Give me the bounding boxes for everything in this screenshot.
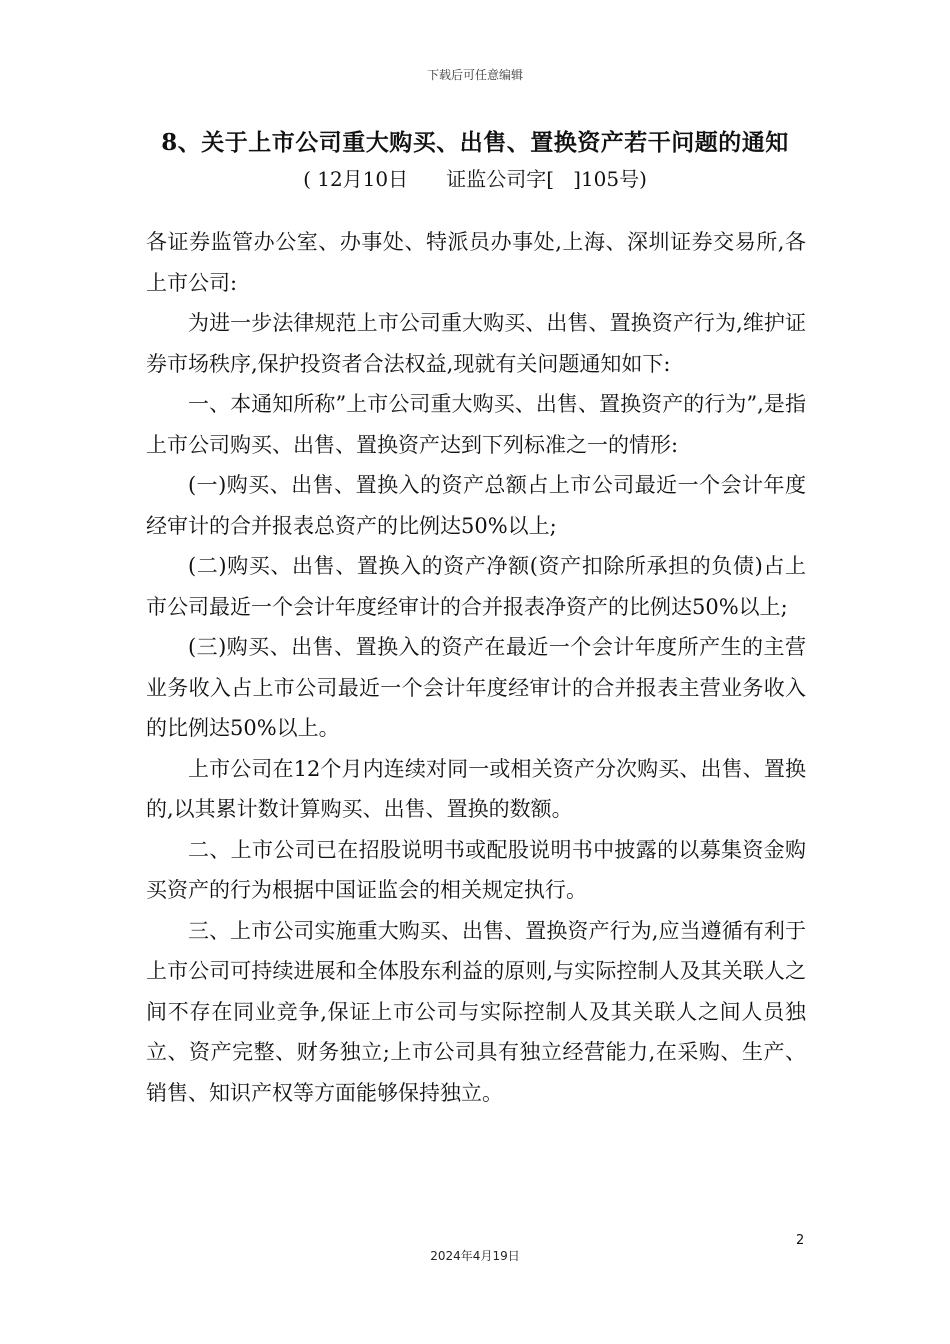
document-body [146,222,806,1113]
document-title: 8、关于上市公司重大购买、出售、置换资产若干问题的通知 [161,129,789,156]
paragraph-item-2: (二)购买、出售、置换入的资产净额(资产扣除所承担的负债)占上市公司最近一个会计年度经审计的合并报表净资产的比例达50%以上; [146,554,806,619]
paragraph-section-1: 一、本通知所称”上市公司重大购买、出售、置换资产的行为”,是指上市公司购买、出售、置换资产达到下列标准之一的情形: [146,392,806,457]
paragraph-addressees: 各证券监管办公室、办事处、特派员办事处,上海、深圳证券交易所,各上市公司: [146,230,806,295]
document-subtitle: ( 12月10日 证监公司字[ ]105号) [303,167,647,191]
paragraph-cumulative: 上市公司在12个月内连续对同一或相关资产分次购买、出售、置换的,以其累计数计算购买、出售、置换的数额。 [146,756,806,821]
paragraph-item-3: (三)购买、出售、置换入的资产在最近一个会计年度所产生的主营业务收入占上市公司最近一个会计年度经审计的合并报表主营业务收入的比例达50%以上。 [146,635,806,740]
paragraph-section-2: 二、上市公司已在招股说明书或配股说明书中披露的以募集资金购买资产的行为根据中国证监会的相关规定执行。 [146,837,806,902]
paragraph-section-3: 三、上市公司实施重大购买、出售、置换资产行为,应当遵循有利于上市公司可持续进展和全体股东利益的原则,与实际控制人及其关联人之间不存在同业竞争,保证上市公司与实际控制人及其关联人之间人员独立、资产完整、财务独立;上市公司具有独立经营能力,在采购、生产、销售、知识产权等方面能够保持独立。 [146,918,806,1105]
paragraph-item-1: (一)购买、出售、置换入的资产总额占上市公司最近一个会计年度经审计的合并报表总资产的比例达50%以上; [146,473,806,538]
header-note: 下载后可任意编辑 [426,68,523,82]
footer-date: 2024年4月19日 [430,1249,520,1263]
paragraph-intro: 为进一步法律规范上市公司重大购买、出售、置换资产行为,维护证券市场秩序,保护投资者合法权益,现就有关问题通知如下: [146,311,806,376]
page-number: 2 [796,1233,805,1248]
